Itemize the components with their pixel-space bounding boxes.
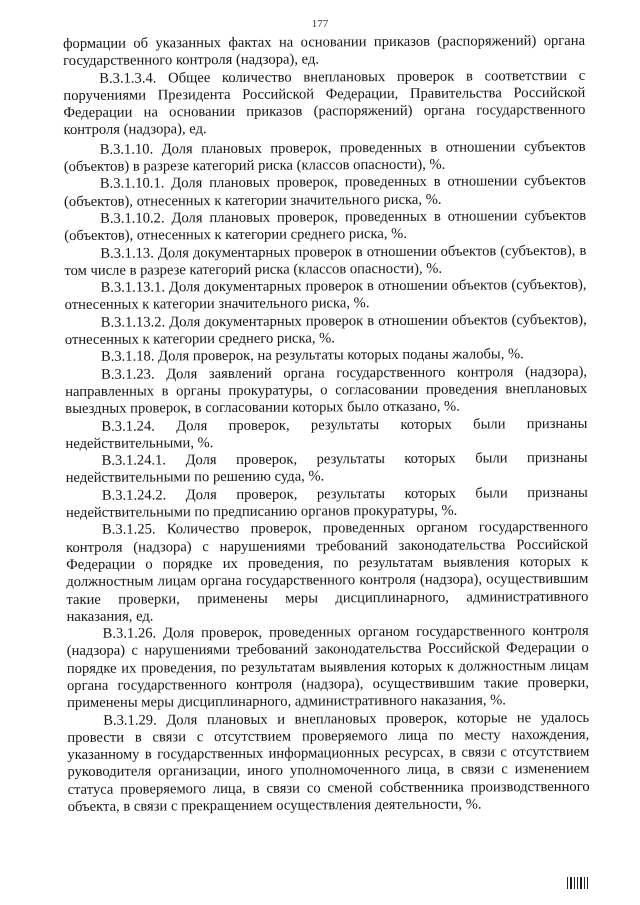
paragraph: В.3.1.23. Доля заявлений органа государственного контроля (надзора), направленных в органы прокуратуры, о согласовании проведения внеплановых выездных проверок, в согласовании которых было отказано, %. bbox=[65, 363, 588, 418]
paragraph: формации об указанных фактах на основании приказов (распоряжений) органа государственного контроля (надзора), ед. bbox=[63, 32, 586, 70]
paragraph: В.3.1.10.2. Доля плановых проверок, проведенных в отношении субъектов (объектов), отнесенных к категории среднего риска, %. bbox=[64, 207, 587, 245]
paragraph: В.3.1.24. Доля проверок, результаты которых были признаны недействительными, %. bbox=[65, 415, 588, 452]
paragraph: В.3.1.29. Доля плановых и внеплановых проверок, которые не удалось провести в связи с отсутствием проверяемого лица по месту нахождения, указанному в государственных информационных ресурсах, в связи с отсутствием руководителя организации, иного уполномоченного лица, в связи с изменением статуса проверяемого лица, в связи со сменой собственника производственного объекта, в связи с прекращением осуществления деятельности, %. bbox=[67, 709, 590, 816]
paragraph: В.3.1.24.1. Доля проверок, результаты которых были признаны недействительными по решению суда, %. bbox=[65, 449, 588, 487]
paragraph: В.3.1.26. Доля проверок, проведенных органом государственного контроля (надзора) с нарушениями требований законодательства Российской Федерации о порядке их проведения, по результатам выявления которых к должностным лицам органа государственного контроля (надзора), осуществившим такие проверки, применены меры дисциплинарного, административного наказания, %. bbox=[66, 622, 590, 712]
paragraph: В.3.1.18. Доля проверок, на результаты которых поданы жалобы, %. bbox=[100, 346, 524, 366]
body-text bbox=[63, 33, 590, 817]
paragraph: В.3.1.13.2. Доля документарных проверок в отношении объектов (субъектов), отнесенных к категории среднего риска, %. bbox=[64, 311, 587, 349]
paragraph: В.3.1.3.4. Общее количество внеплановых проверок в соответствии с поручениями Президента Российской Федерации, Правительства Российской Федерации на основании приказов (распоряжений) органа государственного контроля (надзора), ед. bbox=[63, 67, 586, 139]
paragraph: В.3.1.13. Доля документарных проверок в отношении объектов (субъектов), в том числе в разрезе категорий риска (классов опасности), %. bbox=[64, 242, 587, 279]
paragraph: В.3.1.25. Количество проверок, проведенных органом государственного контроля (надзора) с нарушениями требований законодательства Российской Федерации о порядке их проведения, по результатам выявления которых к должностным лицам органа государственного контроля (надзора), осуществившим такие проверки, применены меры дисциплинарного, административного наказания, ед. bbox=[66, 519, 589, 625]
paragraph: В.3.1.10. Доля плановых проверок, проведенных в отношении субъектов (объектов) в разрезе категорий риска (классов опасности), %. bbox=[63, 138, 586, 176]
paragraph: В.3.1.24.2. Доля проверок, результаты которых были признаны недействительными по предписанию органов прокуратуры, %. bbox=[65, 484, 588, 522]
barcode-mark bbox=[567, 875, 588, 889]
paragraph: В.3.1.13.1. Доля документарных проверок в отношении объектов (субъектов), отнесенных к категории значительного риска, %. bbox=[64, 276, 587, 314]
page-number: 177 bbox=[311, 18, 329, 30]
paragraph: В.3.1.10.1. Доля плановых проверок, проведенных в отношении субъектов (объектов), отнесенных к категории значительного риска, %. bbox=[63, 173, 586, 210]
